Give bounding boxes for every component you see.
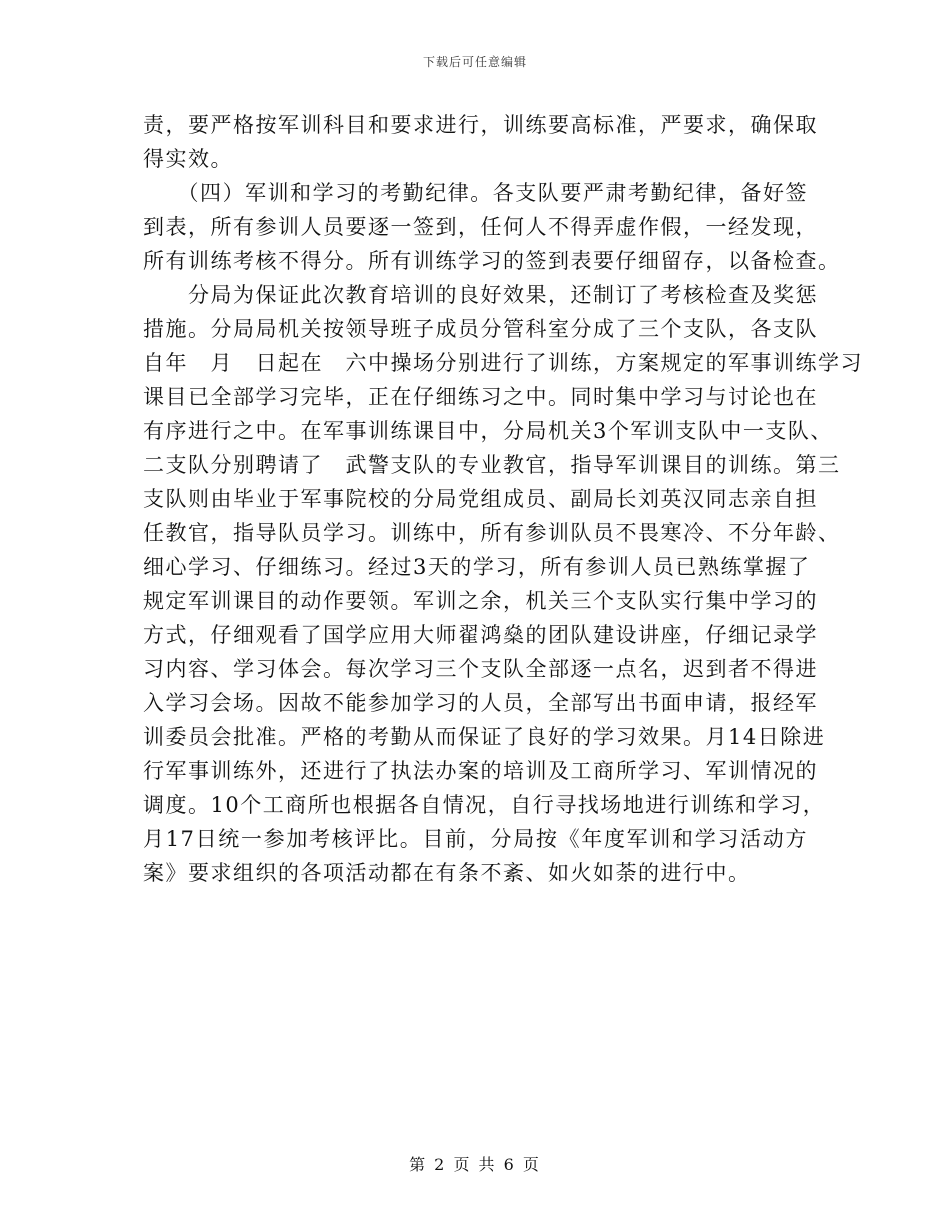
text-line: （四）军训和学习的考勤纪律。各支队要严肃考勤纪律，备好签 <box>143 181 808 205</box>
text-line: 月17日统一参加考核评比。目前，分局按《年度军训和学习活动方 <box>143 827 808 851</box>
text-line: 支队则由毕业于军事院校的分局党组成员、副局长刘英汉同志亲自担 <box>143 487 818 511</box>
page-footer: 第 2 页 共 6 页 <box>409 1155 541 1174</box>
text-line: 任教官，指导队员学习。训练中，所有参训队员不畏寒冷、不分年龄、 <box>143 521 841 545</box>
text-line: 得实效。 <box>143 147 233 171</box>
text-line: 措施。分局局机关按领导班子成员分管科室分成了三个支队，各支队 <box>143 317 818 341</box>
text-line: 二支队分别聘请了 武警支队的专业教官，指导军训课目的训练。第三 <box>143 453 841 477</box>
text-line: 规定军训课目的动作要领。军训之余，机关三个支队实行集中学习的 <box>143 589 818 613</box>
text-line: 有序进行之中。在军事训练课目中，分局机关3个军训支队中一支队、 <box>143 419 833 443</box>
text-line: 课目已全部学习完毕，正在仔细练习之中。同时集中学习与讨论也在 <box>143 385 818 409</box>
document-body <box>143 108 863 890</box>
text-line: 习内容、学习体会。每次学习三个支队全部逐一点名，迟到者不得进 <box>143 657 818 681</box>
text-line: 训委员会批准。严格的考勤从而保证了良好的学习效果。月14日除进 <box>143 725 826 749</box>
text-line: 到表，所有参训人员要逐一签到，任何人不得弄虚作假，一经发现， <box>143 215 818 239</box>
text-line: 责，要严格按军训科目和要求进行，训练要高标准，严要求，确保取 <box>143 113 818 137</box>
text-line: 行军事训练外，还进行了执法办案的培训及工商所学习、军训情况的 <box>143 759 818 783</box>
text-line: 自年 月 日起在 六中操场分别进行了训练，方案规定的军事训练学习 <box>143 351 863 375</box>
text-line: 案》要求组织的各项活动都在有条不紊、如火如荼的进行中。 <box>143 861 751 885</box>
text-line: 细心学习、仔细练习。经过3天的学习，所有参训人员已熟练掌握了 <box>143 555 811 579</box>
page-header: 下载后可任意编辑 <box>422 55 527 69</box>
text-line: 分局为保证此次教育培训的良好效果，还制订了考核检查及奖惩 <box>143 283 818 307</box>
text-line: 方式，仔细观看了国学应用大师翟鸿燊的团队建设讲座，仔细记录学 <box>143 623 818 647</box>
text-line: 调度。10个工商所也根据各自情况，自行寻找场地进行训练和学习， <box>143 793 826 817</box>
text-line: 入学习会场。因故不能参加学习的人员，全部写出书面申请，报经军 <box>143 691 818 715</box>
text-line: 所有训练考核不得分。所有训练学习的签到表要仔细留存，以备检查。 <box>143 249 841 273</box>
